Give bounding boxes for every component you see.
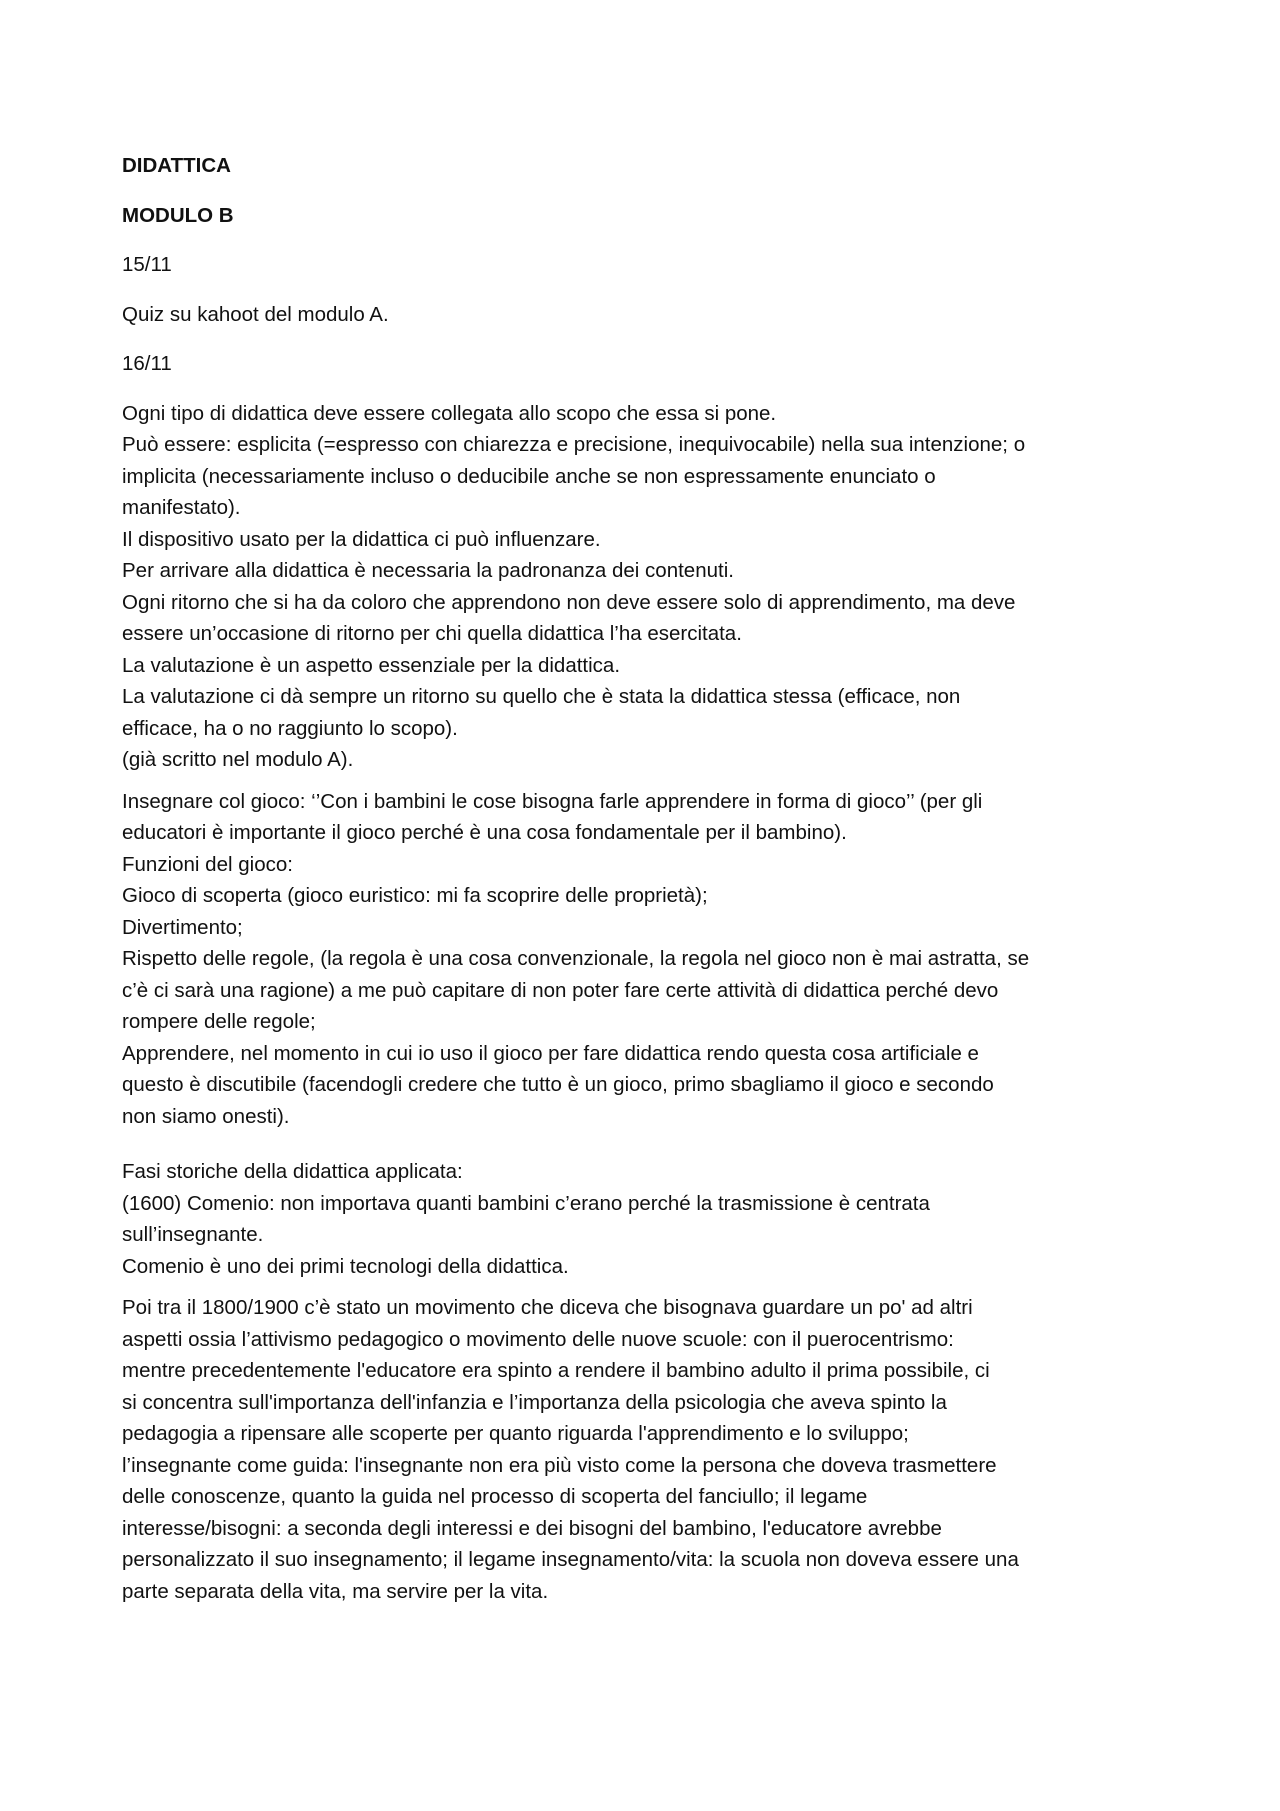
text-line: efficace, ha o no raggiunto lo scopo). <box>122 716 458 740</box>
text-line: (già scritto nel modulo A). <box>122 748 354 771</box>
text-line: l’insegnante come guida: l'insegnante non era più visto come la persona che doveva trasmettere <box>122 1453 997 1477</box>
text-line: rompere delle regole; <box>122 1010 316 1033</box>
text-line: La valutazione ci dà sempre un ritorno su quello che è stata la didattica stessa (efficace, non <box>122 685 961 708</box>
text-line: Ogni tipo di didattica deve essere collegata allo scopo che essa si pone. <box>122 401 777 425</box>
text-line: manifestato). <box>122 496 241 519</box>
text-line: Ogni ritorno che si ha da coloro che apprendono non deve essere solo di apprendimento, ma deve <box>122 590 1016 614</box>
text-line: essere un’occasione di ritorno per chi quella didattica l’ha esercitata. <box>122 622 742 645</box>
document-title: DIDATTICA <box>122 154 231 177</box>
text-line: (1600) Comenio: non importava quanti bambini c’erano perché la trasmissione è centrata <box>122 1191 930 1215</box>
text-line: Comenio è uno dei primi tecnologi della didattica. <box>122 1254 569 1278</box>
text-line: Gioco di scoperta (gioco euristico: mi fa scoprire delle proprietà); <box>122 884 708 907</box>
text-line: parte separata della vita, ma servire per la vita. <box>122 1579 549 1603</box>
text-line: implicita (necessariamente incluso o deducibile anche se non espressamente enunciato o <box>122 464 936 488</box>
text-line: Insegnare col gioco: ‘’Con i bambini le cose bisogna farle apprendere in forma di gioco’’ (per gli <box>122 789 983 813</box>
text-line: Può essere: esplicita (=espresso con chiarezza e precisione, inequivocabile) nella sua intenzione; o <box>122 433 1026 456</box>
text-line: Apprendere, nel momento in cui io uso il gioco per fare didattica rendo questa cosa artificiale e <box>122 1041 979 1065</box>
text-line: La valutazione è un aspetto essenziale per la didattica. <box>122 653 621 677</box>
date-heading: 16/11 <box>122 352 172 375</box>
text-line: Funzioni del gioco: <box>122 852 293 876</box>
text-line: pedagogia a ripensare alle scoperte per quanto riguarda l'apprendimento e lo sviluppo; <box>122 1422 909 1445</box>
text-line: Per arrivare alla didattica è necessaria la padronanza dei contenuti. <box>122 559 734 582</box>
text-line: si concentra sull'importanza dell'infanzia e l’importanza della psicologia che aveva spinto la <box>122 1390 947 1414</box>
text-line: aspetti ossia l’attivismo pedagogico o movimento delle nuove scuole: con il puerocentrismo: <box>122 1327 954 1351</box>
text-line: c’è ci sarà una ragione) a me può capitare di non poter fare certe attività di didattica perché devo <box>122 978 999 1002</box>
text-line: non siamo onesti). <box>122 1104 290 1128</box>
paragraph-didattica <box>122 398 1167 776</box>
text-line: Il dispositivo usato per la didattica ci può influenzare. <box>122 527 601 551</box>
document-subtitle: MODULO B <box>122 203 234 227</box>
text-line: educatori è importante il gioco perché è una cosa fondamentale per il bambino). <box>122 821 847 844</box>
paragraph-attivismo <box>122 1292 1167 1607</box>
text-line: mentre precedentemente l'educatore era spinto a rendere il bambino adulto il prima possibile, ci <box>122 1359 990 1382</box>
text-line: delle conoscenze, quanto la guida nel processo di scoperta del fanciullo; il legame <box>122 1485 868 1508</box>
text-line: Rispetto delle regole, (la regola è una cosa convenzionale, la regola nel gioco non è mai astratta, se <box>122 947 1030 970</box>
note-line: Quiz su kahoot del modulo A. <box>122 302 389 326</box>
paragraph-gioco <box>122 786 1167 1133</box>
text-line: Poi tra il 1800/1900 c’è stato un movimento che diceva che bisognava guardare un po' ad altri <box>122 1296 973 1319</box>
text-line: sull’insegnante. <box>122 1223 264 1246</box>
text-line: questo è discutibile (facendogli credere che tutto è un gioco, primo sbagliamo il gioco e secondo <box>122 1073 994 1096</box>
text-line: personalizzato il suo insegnamento; il legame insegnamento/vita: la scuola non doveva essere una <box>122 1548 1019 1571</box>
date-heading: 15/11 <box>122 253 172 276</box>
text-line: Fasi storiche della didattica applicata: <box>122 1160 463 1183</box>
text-line: Divertimento; <box>122 915 243 939</box>
text-line: interesse/bisogni: a seconda degli interessi e dei bisogni del bambino, l'educatore avrebbe <box>122 1516 942 1540</box>
paragraph-fasi-storiche <box>122 1156 1167 1282</box>
document-body <box>122 150 1167 1617</box>
